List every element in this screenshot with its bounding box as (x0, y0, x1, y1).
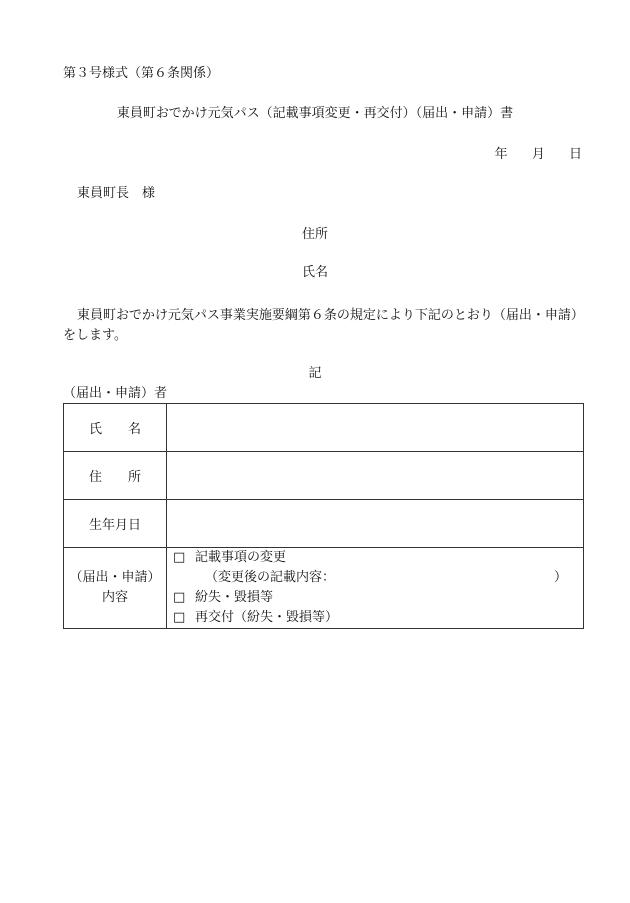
option-change[interactable] (167, 548, 583, 568)
applicant-address-label: 住所 (301, 227, 328, 242)
content-label-line2: 内容 (101, 590, 128, 605)
checkbox-icon[interactable]: □ (173, 610, 186, 625)
table-row-content (64, 548, 584, 629)
content-cell-value (167, 548, 584, 629)
change-detail-line (167, 568, 583, 588)
date-month: 月 (531, 147, 545, 162)
name-cell-label: 氏 名 (64, 404, 167, 452)
address-cell-value[interactable] (167, 452, 584, 500)
birthdate-cell-label: 生年月日 (64, 500, 167, 548)
checkbox-icon[interactable]: □ (173, 590, 186, 605)
table-row-birthdate (64, 500, 584, 548)
addressee: 東員町長 様 (77, 186, 156, 201)
address-cell-label: 住 所 (64, 452, 167, 500)
option-lost[interactable] (167, 588, 583, 608)
detail-table (63, 403, 584, 629)
option-change-label: 記載事項の変更 (195, 550, 287, 565)
change-detail-label: （変更後の記載内容： (205, 570, 336, 585)
checkbox-icon[interactable]: □ (173, 550, 186, 565)
ki-heading: 記 (308, 366, 322, 381)
body-text: 東員町おでかけ元気パス事業実施要綱第６条の規定により下記のとおり（届出・申請）をします。 (63, 308, 578, 343)
content-cell-label (64, 548, 167, 629)
applicant-heading: （届出・申請）者 (63, 386, 168, 401)
option-reissue[interactable] (167, 608, 583, 628)
applicant-name-label: 氏名 (301, 265, 328, 280)
change-detail-close: ） (553, 570, 567, 585)
date-day: 日 (568, 147, 582, 162)
table-row-address (64, 452, 584, 500)
document-title: 東員町おでかけ元気パス（記載事項変更・再交付）（届出・申請）書 (116, 106, 514, 121)
name-cell-value[interactable] (167, 404, 584, 452)
option-lost-label: 紛失・毀損等 (195, 590, 274, 605)
table-row-name (64, 404, 584, 452)
option-reissue-label: 再交付（紛失・毀損等） (195, 610, 339, 625)
date-line (495, 148, 582, 161)
content-label-line1: （届出・申請） (69, 570, 161, 585)
form-number: 第３号様式（第６条関係） (63, 66, 220, 81)
birthdate-cell-value[interactable] (167, 500, 584, 548)
date-year: 年 (494, 147, 508, 162)
